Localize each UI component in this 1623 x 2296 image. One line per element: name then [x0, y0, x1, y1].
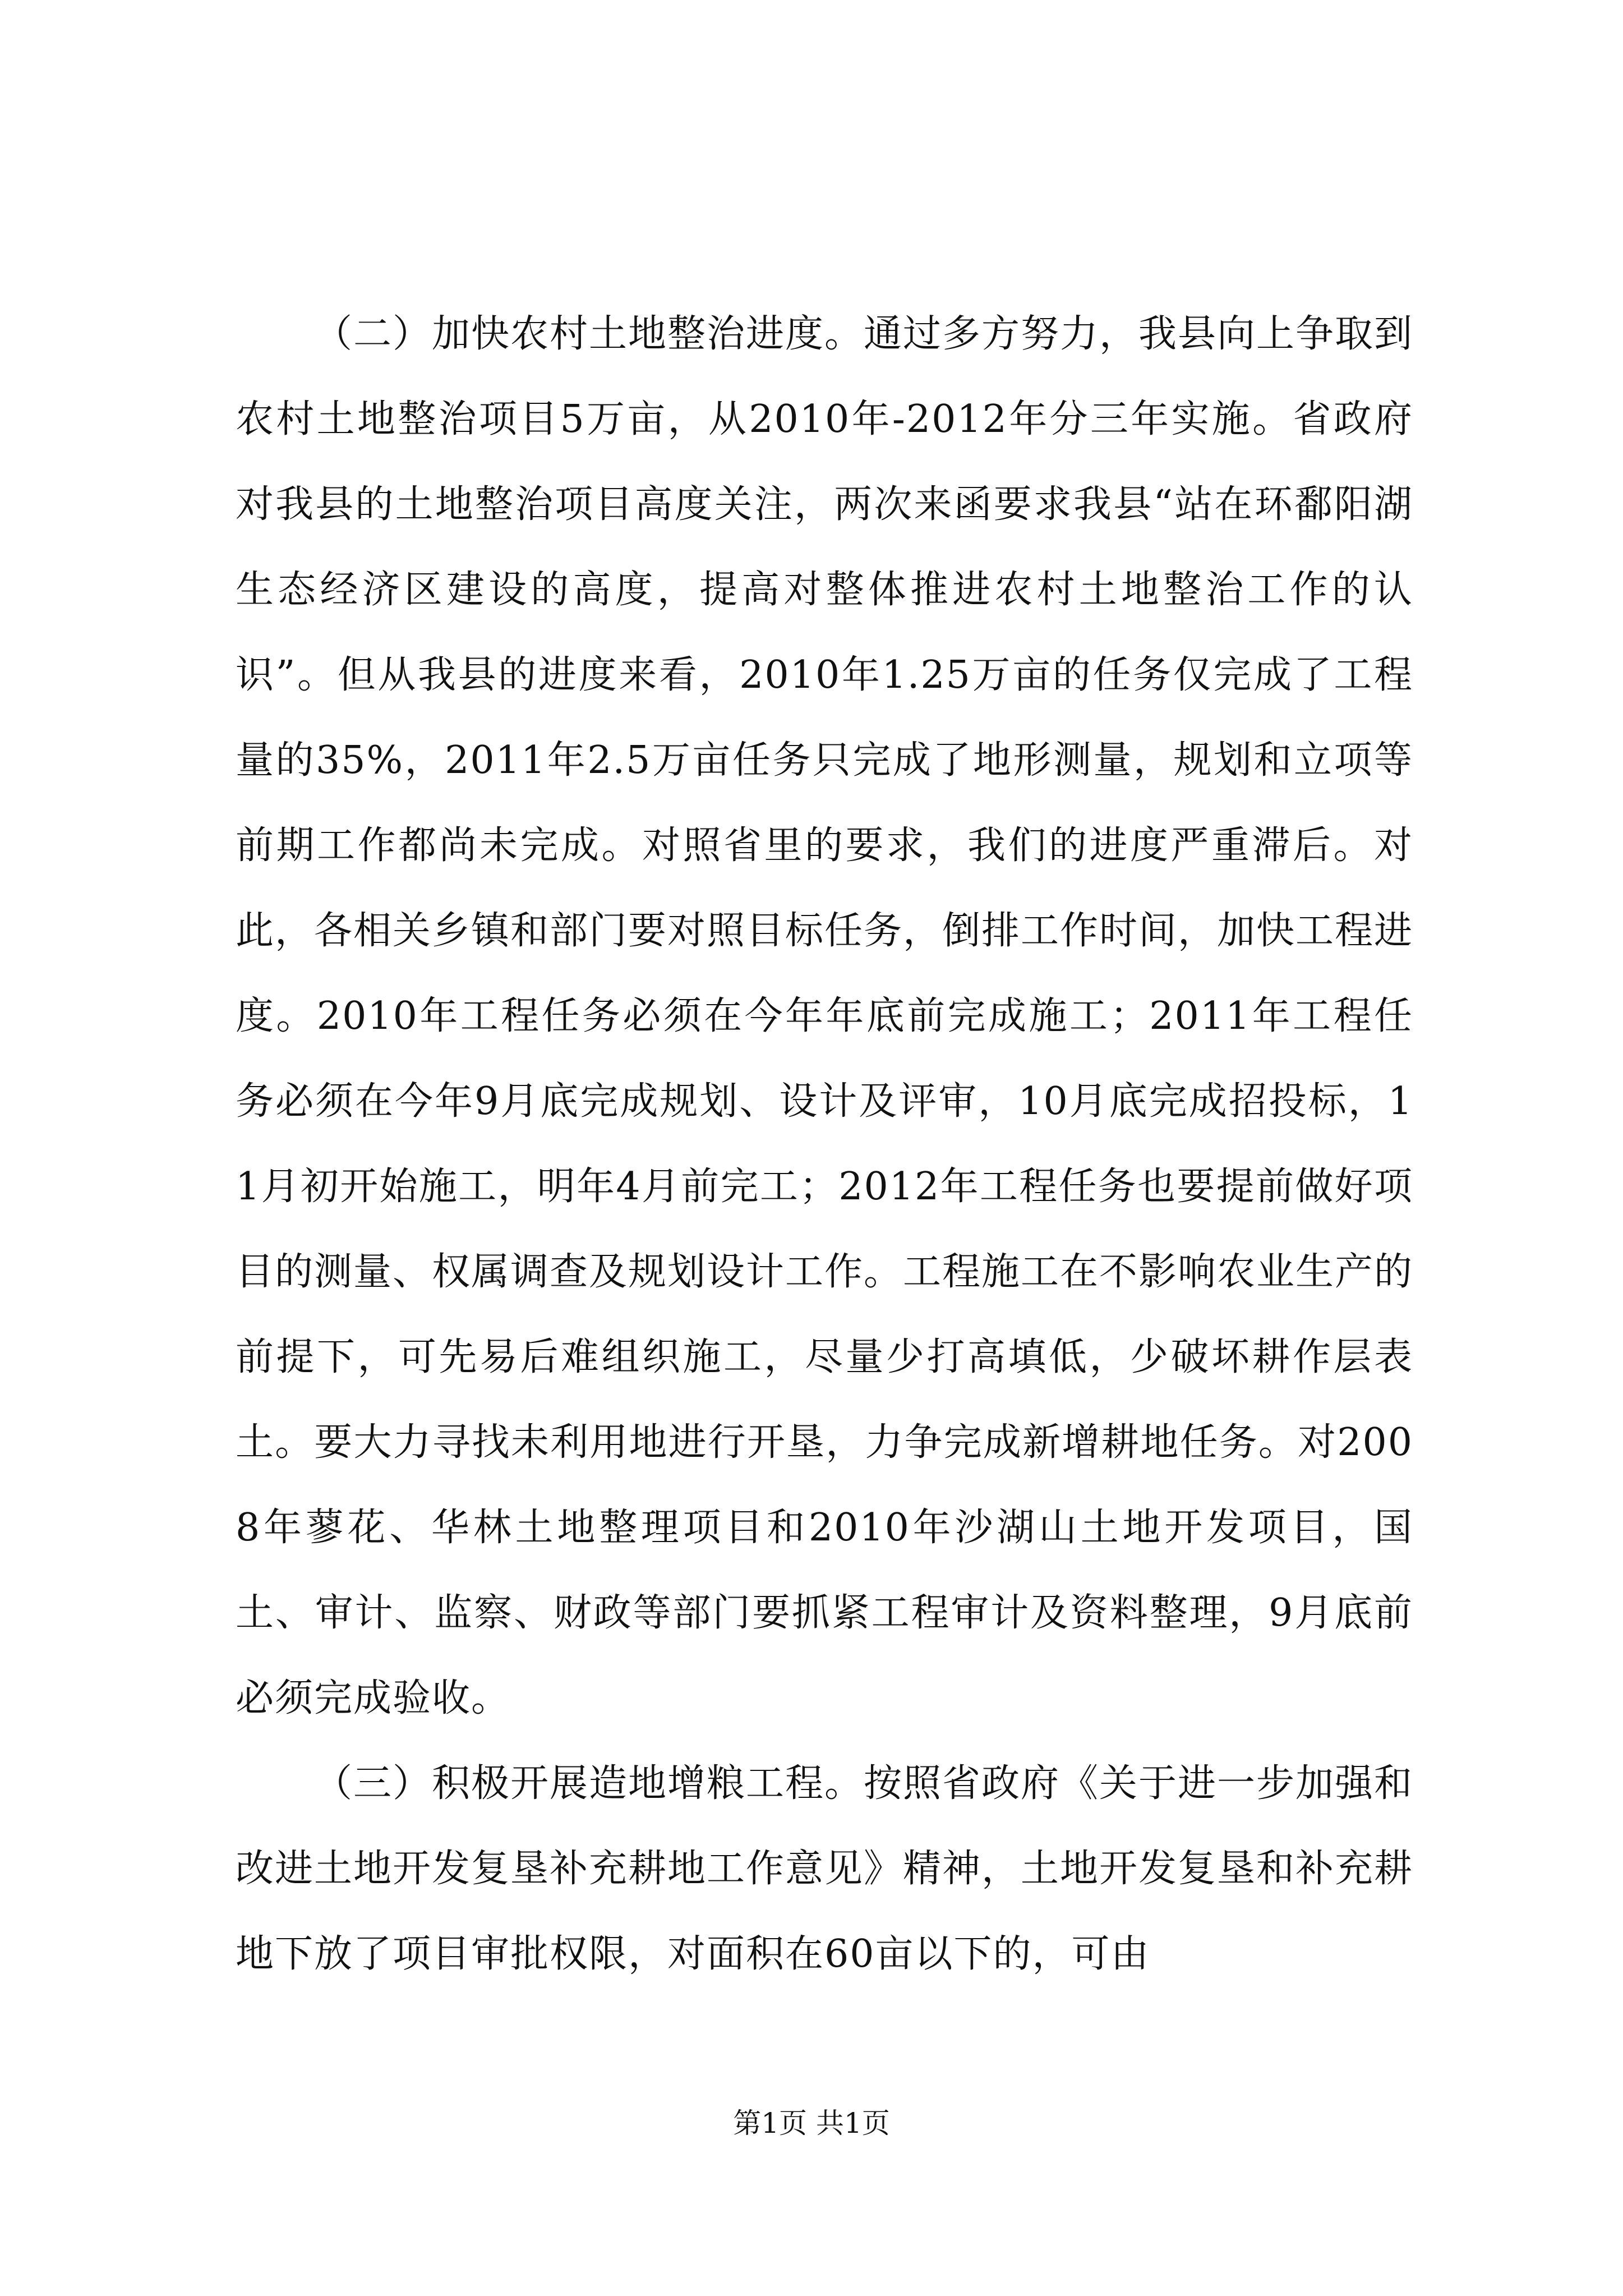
paragraph-land-creation: （三）积极开展造地增粮工程。按照省政府《关于进一步加强和改进土地开发复垦补充耕地工作意见》精神，土地开发复垦和补充耕地下放了项目审批权限，对面积在60亩以下的，可由: [236, 1761, 1414, 1976]
paragraph-land-remediation: （二）加快农村土地整治进度。通过多方努力，我县向上争取到农村土地整治项目5万亩，从2010年-2012年分三年实施。省政府对我县的土地整治项目高度关注，两次来函要求我县“站在环鄱阳湖生态经济区建设的高度，提高对整体推进农村土地整治工作的认识”。但从我县的进度来看，2010年1.25万亩的任务仅完成了工程量的35%，2011年2.5万亩任务只完成了地形测量，规划和立项等前期工作都尚未完成。对照省里的要求，我们的进度严重滞后。对此，各相关乡镇和部门要对照目标任务，倒排工作时间，加快工程进度。2010年工程任务必须在今年年底前完成施工；2011年工程任务必须在今年9月底完成规划、设计及评审，10月底完成招投标，11月初开始施工，明年4月前完工；2012年工程任务也要提前做好项目的测量、权属调查及规划设计工作。工程施工在不影响农业生产的前提下，可先易后难组织施工，尽量少打高填低，少破坏耕作层表土。要大力寻找未利用地进行开垦，力争完成新增耕地任务。对2008年蓼花、华林土地整理项目和2010年沙湖山土地开发项目，国土、审计、监察、财政等部门要抓紧工程审计及资料整理，9月底前必须完成验收。: [236, 312, 1414, 1720]
page-footer: 第1页 共1页: [733, 2107, 890, 2139]
document-body: [236, 292, 1413, 1997]
